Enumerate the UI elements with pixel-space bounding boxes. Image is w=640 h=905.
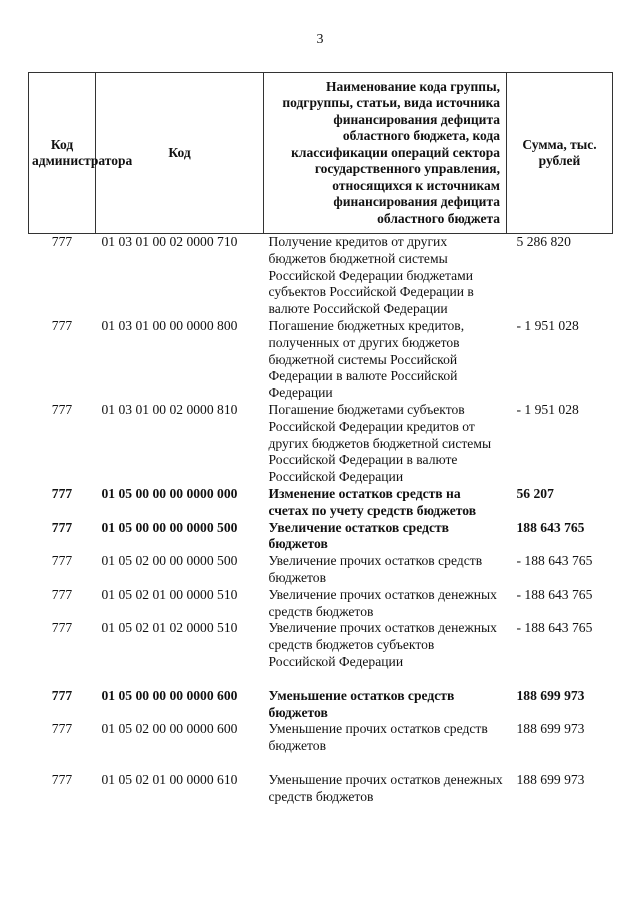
table-row xyxy=(29,587,613,621)
sum-cell: 188 643 765 xyxy=(516,519,585,535)
table-body xyxy=(29,234,613,806)
sum-cell: - 1 951 028 xyxy=(516,317,579,333)
name-cell: Погашение бюджетами субъектов Российской Федерации кредитов от других бюджетов бюджетной системы Российской Федерации в валюте Российской Федерации xyxy=(268,401,492,485)
table-row xyxy=(29,486,613,520)
name-cell: Изменение остатков средств на счетах по учету средств бюджетов xyxy=(268,485,477,518)
code-cell: 01 05 00 00 00 0000 600 xyxy=(101,687,238,703)
admin-cell: 777 xyxy=(51,586,73,602)
header-admin-code: Код администратора xyxy=(29,73,96,234)
admin-cell: 777 xyxy=(51,485,73,501)
table-row xyxy=(29,234,613,318)
admin-cell: 777 xyxy=(51,317,73,333)
code-cell: 01 03 01 00 02 0000 810 xyxy=(101,401,238,417)
name-cell: Уменьшение прочих остатков денежных средств бюджетов xyxy=(268,771,503,804)
name-cell: Погашение бюджетных кредитов, полученных от других бюджетов бюджетной системы Российской Федерации в валюте Российской Федерации xyxy=(268,317,465,401)
header-sum: Сумма, тыс. рублей xyxy=(507,73,613,234)
sum-cell: 5 286 820 xyxy=(516,234,571,249)
code-cell: 01 05 00 00 00 0000 500 xyxy=(101,519,238,535)
sum-cell: 188 699 973 xyxy=(516,721,585,737)
name-cell: Увеличение остатков средств бюджетов xyxy=(268,519,450,552)
table-row xyxy=(29,772,613,806)
name-cell: Получение кредитов от других бюджетов бюджетной системы Российской Федерации бюджетами субъектов Российской Федерации в валюте Российской Федерации xyxy=(268,234,474,317)
admin-cell: 777 xyxy=(51,234,73,249)
table-row xyxy=(29,318,613,402)
name-cell: Уменьшение остатков средств бюджетов xyxy=(268,687,455,720)
header-code: Код xyxy=(96,73,264,234)
admin-cell: 777 xyxy=(51,721,73,737)
page-number: 3 xyxy=(316,32,324,47)
code-cell: 01 05 02 01 02 0000 510 xyxy=(101,620,238,636)
table-row xyxy=(29,402,613,486)
name-cell: Уменьшение прочих остатков средств бюджетов xyxy=(268,721,488,754)
table-header xyxy=(29,73,613,234)
code-cell: 01 05 00 00 00 0000 000 xyxy=(101,485,238,501)
admin-cell: 777 xyxy=(51,771,73,787)
code-cell: 01 03 01 00 00 0000 800 xyxy=(101,317,238,333)
sum-cell: - 188 643 765 xyxy=(516,620,593,636)
sum-cell: - 188 643 765 xyxy=(516,586,593,602)
header-row xyxy=(29,73,613,234)
name-cell: Увеличение прочих остатков денежных средств бюджетов xyxy=(268,586,497,619)
table-row xyxy=(29,553,613,587)
sum-cell: 56 207 xyxy=(516,485,554,501)
code-cell: 01 05 02 00 00 0000 600 xyxy=(101,721,238,737)
admin-cell: 777 xyxy=(51,553,73,569)
code-cell: 01 03 01 00 02 0000 710 xyxy=(101,234,238,249)
admin-cell: 777 xyxy=(51,620,73,636)
admin-cell: 777 xyxy=(51,401,73,417)
table-row xyxy=(29,721,613,772)
admin-cell: 777 xyxy=(51,687,73,703)
budget-table xyxy=(28,72,613,806)
sum-cell: - 1 951 028 xyxy=(516,401,579,417)
sum-cell: - 188 643 765 xyxy=(516,553,593,569)
name-cell: Увеличение прочих остатков денежных средств бюджетов субъектов Российской Федерации xyxy=(268,620,497,669)
code-cell: 01 05 02 01 00 0000 510 xyxy=(101,586,238,602)
sum-cell: 188 699 973 xyxy=(516,771,585,787)
table-row xyxy=(29,688,613,722)
table-row xyxy=(29,620,613,687)
header-name: Наименование кода группы, подгруппы, статьи, вида источника финансирования дефицита областного бюджета, кода классификации операций сектора государственного управления, относящихся к источникам финансирования дефицита областного бюджета xyxy=(264,73,507,234)
table-row xyxy=(29,520,613,554)
sum-cell: 188 699 973 xyxy=(516,687,585,703)
admin-cell: 777 xyxy=(51,519,73,535)
name-cell: Увеличение прочих остатков средств бюджетов xyxy=(268,553,483,585)
code-cell: 01 05 02 01 00 0000 610 xyxy=(101,771,238,787)
code-cell: 01 05 02 00 00 0000 500 xyxy=(101,553,238,569)
